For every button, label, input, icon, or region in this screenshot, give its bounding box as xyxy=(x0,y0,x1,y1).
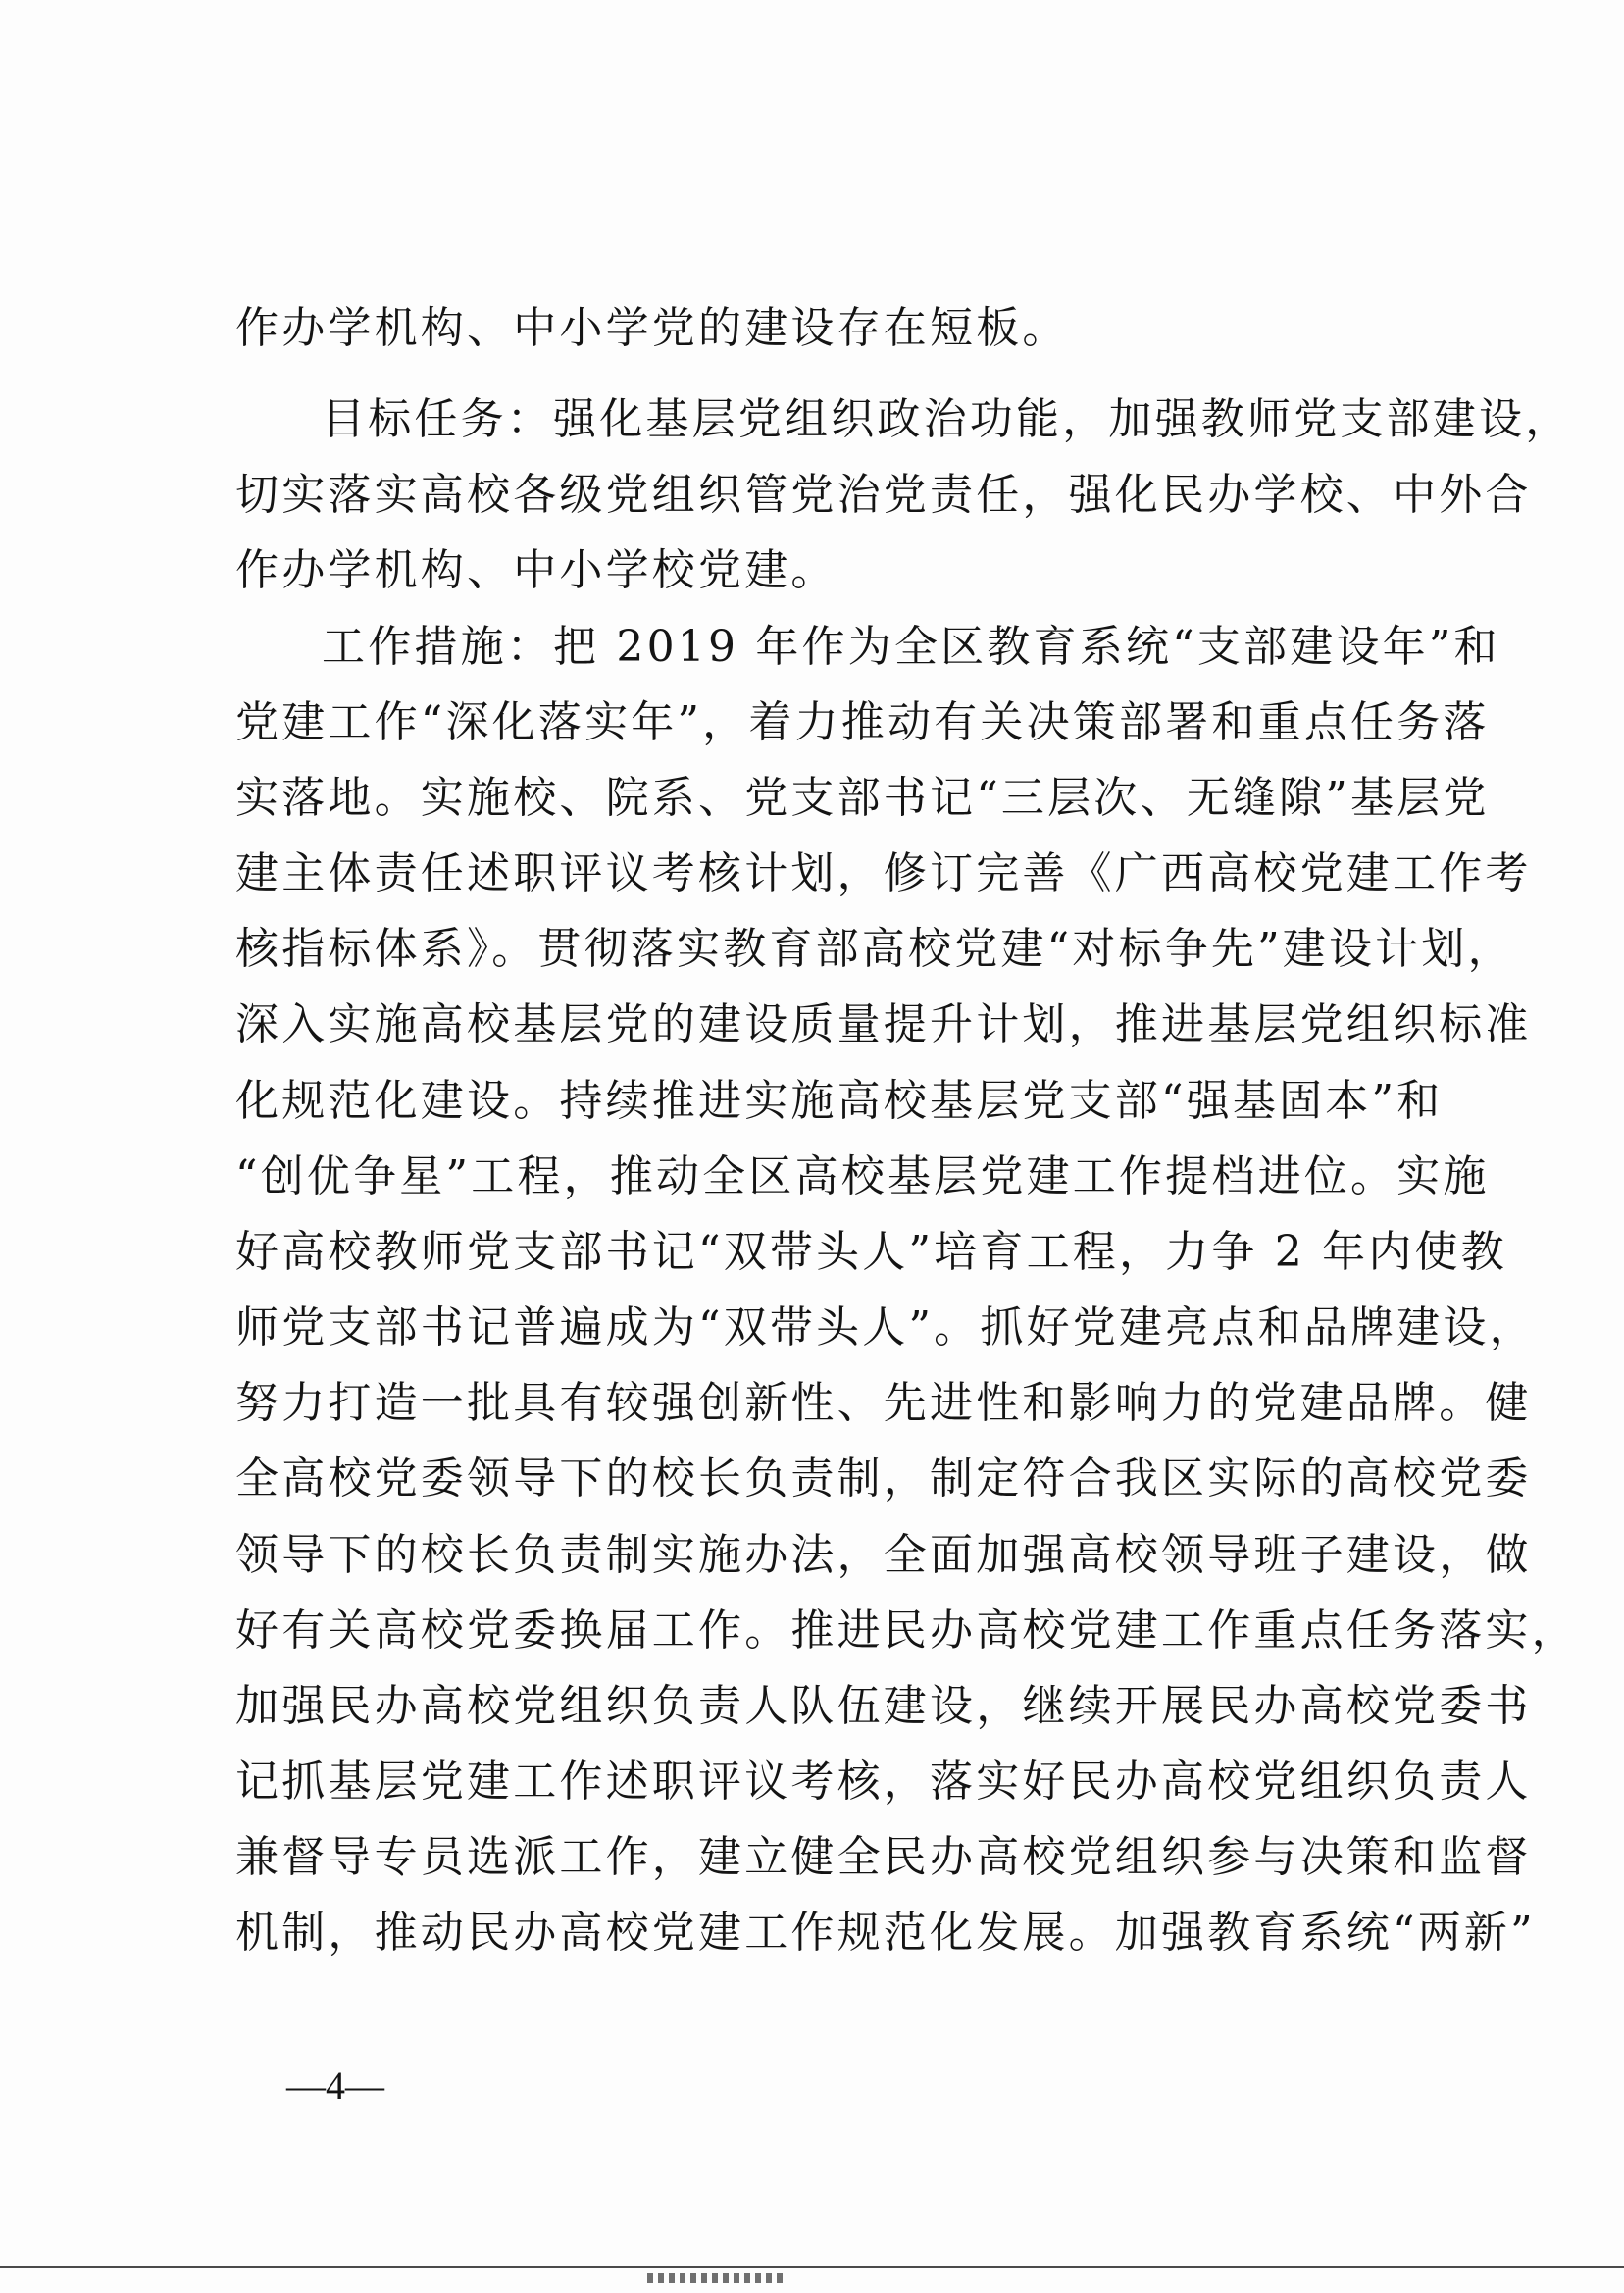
page-number: —4— xyxy=(286,2064,384,2108)
text-line: 全高校党委领导下的校长负责制，制定符合我区实际的高校党委 xyxy=(235,1453,1532,1503)
text-line: 加强民办高校党组织负责人队伍建设，继续开展民办高校党委书 xyxy=(235,1681,1532,1731)
text-line: 切实落实高校各级党组织管党治党责任，强化民办学校、中外合 xyxy=(235,470,1532,520)
scan-edge-line xyxy=(0,2266,1624,2268)
text-line: 兼督导专员选派工作，建立健全民办高校党组织参与决策和监督 xyxy=(235,1832,1532,1882)
text-line: 深入实施高校基层党的建设质量提升计划，推进基层党组织标准 xyxy=(235,999,1532,1049)
text-line: 领导下的校长负责制实施办法，全面加强高校领导班子建设，做 xyxy=(235,1530,1532,1580)
text-line: 机制，推动民办高校党建工作规范化发展。加强教育系统“两新” xyxy=(235,1908,1536,1958)
text-line: 作办学机构、中小学党的建设存在短板。 xyxy=(235,303,1069,353)
scan-edge-marks xyxy=(647,2273,785,2283)
text-line: 作办学机构、中小学校党建。 xyxy=(235,545,837,595)
text-line: 党建工作“深化落实年”，着力推动有关决策部署和重点任务落 xyxy=(235,697,1490,747)
text-line: 努力打造一批具有较强创新性、先进性和影响力的党建品牌。健 xyxy=(235,1378,1532,1428)
text-line: 建主体责任述职评议考核计划，修订完善《广西高校党建工作考 xyxy=(235,848,1532,898)
text-line: 好有关高校党委换届工作。推进民办高校党建工作重点任务落实， xyxy=(235,1605,1578,1656)
text-line: 核指标体系》。贯彻落实教育部高校党建“对标争先”建设计划， xyxy=(235,924,1514,974)
text-line: 好高校教师党支部书记“双带头人”培育工程，力争 2 年内使教 xyxy=(235,1227,1507,1277)
text-line: 化规范化建设。持续推进实施高校基层党支部“强基固本”和 xyxy=(235,1076,1444,1126)
text-line: “创优争星”工程，推动全区高校基层党建工作提档进位。实施 xyxy=(235,1151,1490,1201)
text-line: 师党支部书记普遍成为“双带头人”。抓好党建亮点和品牌建设， xyxy=(235,1302,1536,1352)
text-line: 工作措施：把 2019 年作为全区教育系统“支部建设年”和 xyxy=(322,622,1500,672)
text-line: 实落地。实施校、院系、党支部书记“三层次、无缝隙”基层党 xyxy=(235,773,1490,823)
text-line: 记抓基层党建工作述职评议考核，落实好民办高校党组织负责人 xyxy=(235,1757,1532,1807)
text-line: 目标任务：强化基层党组织政治功能，加强教师党支部建设， xyxy=(322,394,1572,444)
